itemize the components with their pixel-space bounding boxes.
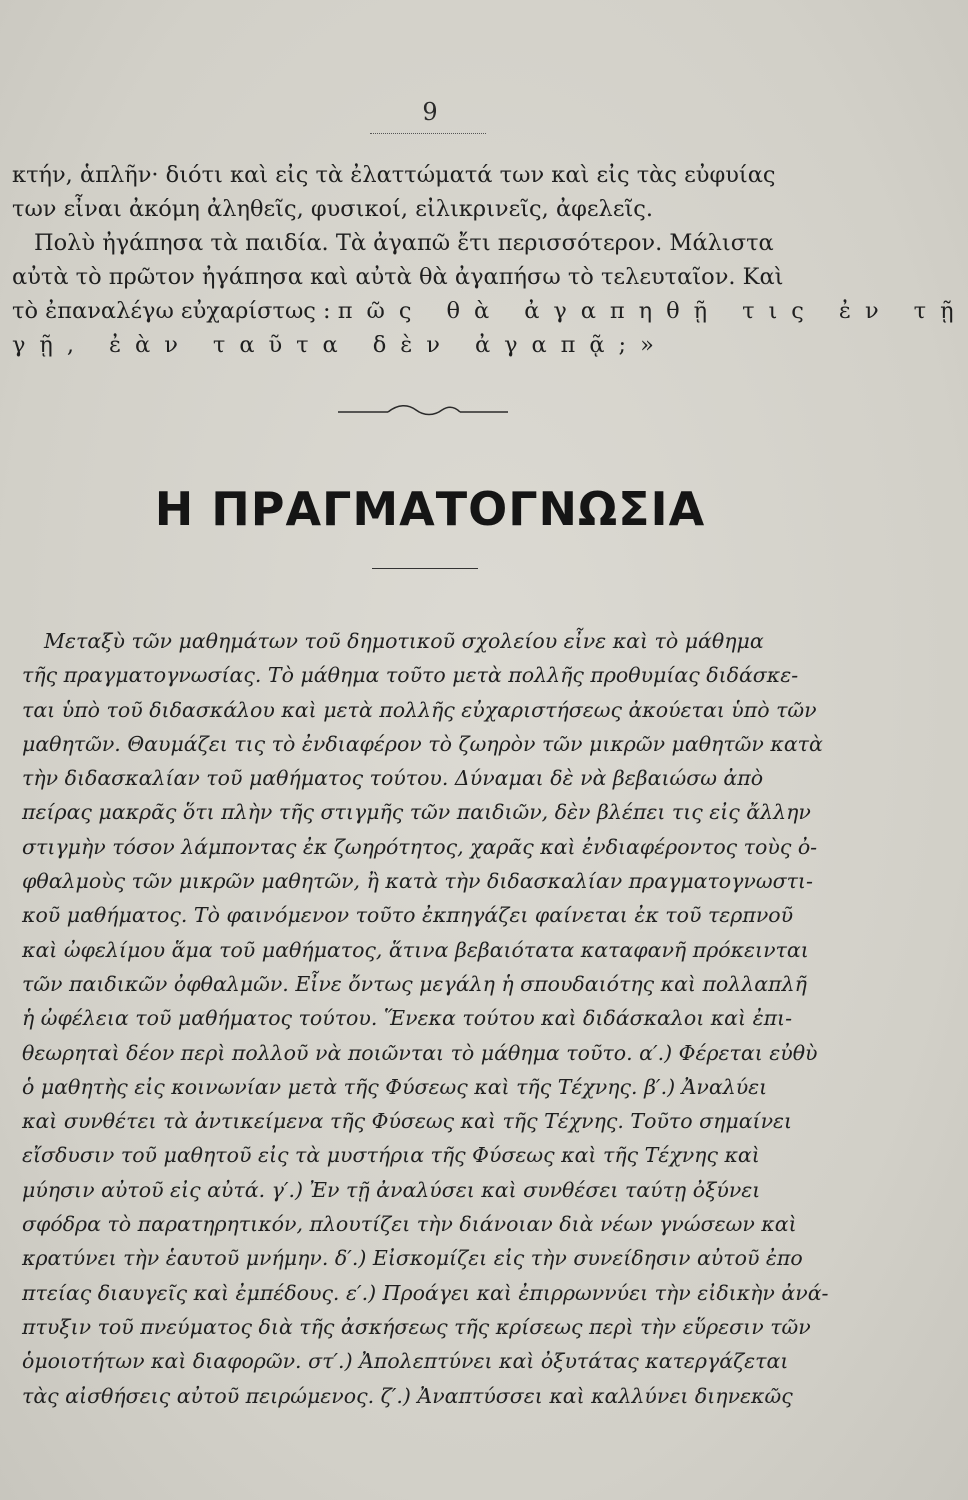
text-line: ὁμοιοτήτων καὶ διαφορῶν. στ′.) Ἀπολεπτύνει καὶ ὀξυτάτας κατεργάζεται — [22, 1349, 789, 1374]
text-line: ται ὑπὸ τοῦ διδασκάλου καὶ μετὰ πολλῆς εὐχαριστήσεως ἀκούεται ὑπὸ τῶν — [22, 697, 817, 722]
text-line: στιγμὴν τόσον λάμποντας ἐκ ζωηρότητος, χαρᾶς καὶ ἐνδιαφέροντος τοὺς ὀ- — [22, 834, 818, 859]
text-line: κρατύνει τὴν ἑαυτοῦ μνήμην. δ′.) Εἰσκομίζει εἰς τὴν συνείδησιν αὐτοῦ ἐπο — [22, 1246, 803, 1271]
text-line: καὶ συνθέτει τὰ ἀντικείμενα τῆς Φύσεως καὶ τῆς Τέχνης. Τοῦτο σημαίνει — [22, 1109, 793, 1134]
title-rule — [372, 568, 478, 569]
text-line: Μεταξὺ τῶν μαθημάτων τοῦ δημοτικοῦ σχολείου εἶνε καὶ τὸ μάθημα — [44, 629, 764, 653]
text-line-spaced: γῇ, ἐὰν ταῦτα δὲν ἀγαπᾷ;» — [12, 332, 668, 358]
text-line: κοῦ μαθήματος. Τὸ φαινόμενον τοῦτο ἐκπηγάζει φαίνεται ἐκ τοῦ τερπνοῦ — [22, 903, 794, 928]
text-line — [12, 294, 968, 328]
text-line: ὁ μαθητὴς εἰς κοινωνίαν μετὰ τῆς Φύσεως καὶ τῆς Τέχνης. β′.) Ἀναλύει — [22, 1074, 768, 1099]
text-line: τῶν παιδικῶν ὀφθαλμῶν. Εἶνε ὄντως μεγάλη ἡ σπουδαιότης καὶ πολλαπλῆ — [22, 971, 807, 996]
spaced-phrase: πῶς θὰ ἀγαπηθῇ τις ἐν τῇ — [337, 298, 968, 324]
text-line: τὴν διδασκαλίαν τοῦ μαθήματος τούτου. Δύναμαι δὲ νὰ βεβαιώσω ἀπὸ — [22, 766, 764, 791]
page-number-rule — [370, 133, 486, 134]
body-text-block — [22, 624, 846, 1413]
ornament-divider — [338, 398, 508, 428]
text-line: θεωρηταὶ δέον περὶ πολλοῦ νὰ ποιῶνται τὸ μάθημα τοῦτο. α′.) Φέρεται εὐθὺ — [22, 1040, 818, 1065]
text-line: εἴσδυσιν τοῦ μαθητοῦ εἰς τὰ μυστήρια τῆς Φύσεως καὶ τῆς Τέχνης καὶ — [22, 1143, 760, 1168]
preceding-text-block — [12, 158, 968, 362]
text-line: μύησιν αὐτοῦ εἰς αὐτά. γ′.) Ἐν τῇ ἀναλύσει καὶ συνθέσει ταύτῃ ὀξύνει — [22, 1177, 761, 1202]
text-line: φθαλμοὺς τῶν μικρῶν μαθητῶν, ἢ κατὰ τὴν διδασκαλίαν πραγματογνωστι- — [22, 869, 813, 894]
section-title: Η ΠΡΑΓΜΑΤΟΓΝΩΣΙΑ — [154, 482, 706, 536]
text-line: μαθητῶν. Θαυμάζει τις τὸ ἐνδιαφέρον τὸ ζωηρὸν τῶν μικρῶν μαθητῶν κατὰ — [22, 731, 823, 756]
text-line: πτυξιν τοῦ πνεύματος διὰ τῆς ἀσκήσεως τῆς κρίσεως περὶ τὴν εὕρεσιν τῶν — [22, 1314, 811, 1339]
text-line-start: τὸ ἐπαναλέγω εὐχαρίστως : — [12, 298, 331, 324]
text-line: τὰς αἰσθήσεις αὐτοῦ πειρώμενος. ζ′.) Ἀναπτύσσει καὶ καλλύνει διηνεκῶς — [22, 1383, 793, 1408]
page-number: 9 — [422, 98, 438, 126]
text-line: καὶ ὠφελίμου ἅμα τοῦ μαθήματος, ἅτινα βεβαιότατα καταφανῆ πρόκεινται — [22, 937, 809, 962]
text-line: Πολὺ ἠγάπησα τὰ παιδία. Τὰ ἀγαπῶ ἔτι περισσότερον. Μάλιστα — [34, 230, 774, 256]
text-line: κτήν, ἁπλῆν· διότι καὶ εἰς τὰ ἐλαττώματά των καὶ εἰς τὰς εὐφυίας — [12, 162, 776, 188]
text-line: πείρας μακρᾶς ὅτι πλὴν τῆς στιγμῆς τῶν παιδιῶν, δὲν βλέπει τις εἰς ἄλλην — [22, 800, 811, 825]
text-line: ἡ ὠφέλεια τοῦ μαθήματος τούτου. Ἕνεκα τούτου καὶ διδάσκαλοι καὶ ἐπι- — [22, 1006, 793, 1031]
text-line: πτείας διαυγεῖς καὶ ἐμπέδους. ε′.) Προάγει καὶ ἐπιρρωννύει τὴν εἰδικὴν ἀνά- — [22, 1280, 829, 1305]
text-line: αὐτὰ τὸ πρῶτον ἠγάπησα καὶ αὐτὰ θὰ ἀγαπήσω τὸ τελευταῖον. Καὶ — [12, 264, 784, 290]
text-line: των εἶναι ἀκόμη ἀληθεῖς, φυσικοί, εἰλικρινεῖς, ἀφελεῖς. — [12, 196, 654, 222]
text-line: σφόδρα τὸ παρατηρητικόν, πλουτίζει τὴν διάνοιαν διὰ νέων γνώσεων καὶ — [22, 1212, 797, 1237]
text-line: τῆς πραγματογνωσίας. Τὸ μάθημα τοῦτο μετὰ πολλῆς προθυμίας διδάσκε- — [22, 663, 799, 688]
